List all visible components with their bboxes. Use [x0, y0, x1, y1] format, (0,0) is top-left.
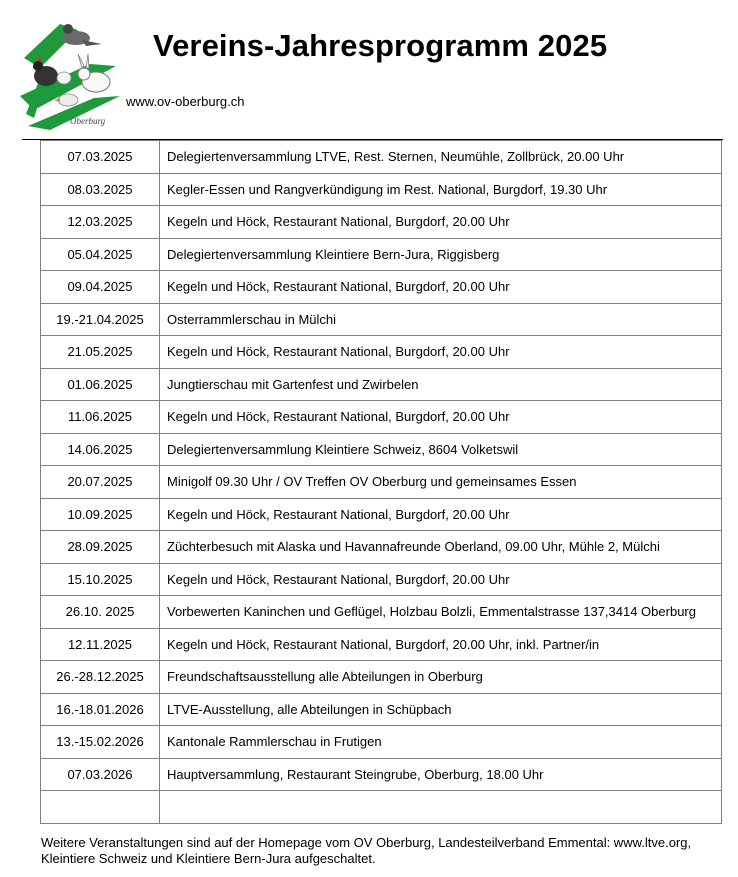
- program-row: [41, 173, 722, 206]
- event-description: Kantonale Rammlerschau in Frutigen: [160, 726, 722, 759]
- program-row: [41, 303, 722, 336]
- event-description: Kegeln und Höck, Restaurant National, Burgdorf, 20.00 Uhr: [160, 563, 722, 596]
- program-row: [41, 271, 722, 304]
- event-date: 12.03.2025: [41, 206, 160, 239]
- event-date: 11.06.2025: [41, 401, 160, 434]
- event-date: 08.03.2025: [41, 173, 160, 206]
- event-date: 10.09.2025: [41, 498, 160, 531]
- program-row: [41, 368, 722, 401]
- event-date: [41, 791, 160, 824]
- program-row: [41, 726, 722, 759]
- event-date: 26.-28.12.2025: [41, 661, 160, 694]
- event-date: 21.05.2025: [41, 336, 160, 369]
- event-date: 14.06.2025: [41, 433, 160, 466]
- event-description: Freundschaftsausstellung alle Abteilungen in Oberburg: [160, 661, 722, 694]
- program-row: [41, 498, 722, 531]
- program-row: [41, 758, 722, 791]
- program-row: [41, 206, 722, 239]
- footer-line-1: Weitere Veranstaltungen sind auf der Homepage vom OV Oberburg, Landesteilverband Emmental: www.ltve.org,: [41, 835, 692, 850]
- program-row: [41, 466, 722, 499]
- event-description: Hauptversammlung, Restaurant Steingrube, Oberburg, 18.00 Uhr: [160, 758, 722, 791]
- event-description: Kegeln und Höck, Restaurant National, Burgdorf, 20.00 Uhr: [160, 206, 722, 239]
- event-description: Kegeln und Höck, Restaurant National, Burgdorf, 20.00 Uhr: [160, 401, 722, 434]
- event-description: Kegeln und Höck, Restaurant National, Burgdorf, 20.00 Uhr: [160, 498, 722, 531]
- event-description: Kegeln und Höck, Restaurant National, Burgdorf, 20.00 Uhr: [160, 271, 722, 304]
- page-title: Vereins-Jahresprogramm 2025: [153, 28, 608, 63]
- program-row: [41, 661, 722, 694]
- event-description: Züchterbesuch mit Alaska und Havannafreunde Oberland, 09.00 Uhr, Mühle 2, Mülchi: [160, 531, 722, 564]
- logo-text: Oberburg: [70, 116, 106, 126]
- program-row: [41, 596, 722, 629]
- program-row: [41, 433, 722, 466]
- program-row: [41, 628, 722, 661]
- event-description: Osterrammlerschau in Mülchi: [160, 303, 722, 336]
- event-description: Delegiertenversammlung Kleintiere Schweiz, 8604 Volketswil: [160, 433, 722, 466]
- event-date: 12.11.2025: [41, 628, 160, 661]
- event-date: 20.07.2025: [41, 466, 160, 499]
- footer-note: [41, 835, 731, 867]
- event-description: Delegiertenversammlung Kleintiere Bern-Jura, Riggisberg: [160, 238, 722, 271]
- program-row: [41, 563, 722, 596]
- program-table: [40, 140, 722, 824]
- event-description: [160, 791, 722, 824]
- event-date: 28.09.2025: [41, 531, 160, 564]
- event-description: Vorbewerten Kaninchen und Geflügel, Holzbau Bolzli, Emmentalstrasse 137,3414 Oberburg: [160, 596, 722, 629]
- event-date: 13.-15.02.2026: [41, 726, 160, 759]
- program-row: [41, 336, 722, 369]
- program-row: [41, 401, 722, 434]
- program-row: [41, 238, 722, 271]
- event-description: LTVE-Ausstellung, alle Abteilungen in Schüpbach: [160, 693, 722, 726]
- program-row: [41, 693, 722, 726]
- club-logo: [20, 18, 128, 130]
- event-date: 26.10. 2025: [41, 596, 160, 629]
- event-description: Delegiertenversammlung LTVE, Rest. Sternen, Neumühle, Zollbrück, 20.00 Uhr: [160, 141, 722, 174]
- event-date: 16.-18.01.2026: [41, 693, 160, 726]
- event-date: 05.04.2025: [41, 238, 160, 271]
- footer-line-2: Kleintiere Schweiz und Kleintiere Bern-Jura aufgeschaltet.: [41, 851, 376, 866]
- event-description: Kegeln und Höck, Restaurant National, Burgdorf, 20.00 Uhr, inkl. Partner/in: [160, 628, 722, 661]
- club-logo-graphic: [20, 18, 128, 130]
- event-date: 07.03.2026: [41, 758, 160, 791]
- program-row: [41, 791, 722, 824]
- event-date: 19.-21.04.2025: [41, 303, 160, 336]
- event-description: Kegeln und Höck, Restaurant National, Burgdorf, 20.00 Uhr: [160, 336, 722, 369]
- program-row: [41, 531, 722, 564]
- event-date: 15.10.2025: [41, 563, 160, 596]
- event-description: Kegler-Essen und Rangverkündigung im Rest. National, Burgdorf, 19.30 Uhr: [160, 173, 722, 206]
- event-description: Minigolf 09.30 Uhr / OV Treffen OV Oberburg und gemeinsames Essen: [160, 466, 722, 499]
- event-description: Jungtierschau mit Gartenfest und Zwirbelen: [160, 368, 722, 401]
- event-date: 01.06.2025: [41, 368, 160, 401]
- event-date: 07.03.2025: [41, 141, 160, 174]
- website-link[interactable]: www.ov-oberburg.ch: [126, 94, 245, 109]
- program-row: [41, 141, 722, 174]
- event-date: 09.04.2025: [41, 271, 160, 304]
